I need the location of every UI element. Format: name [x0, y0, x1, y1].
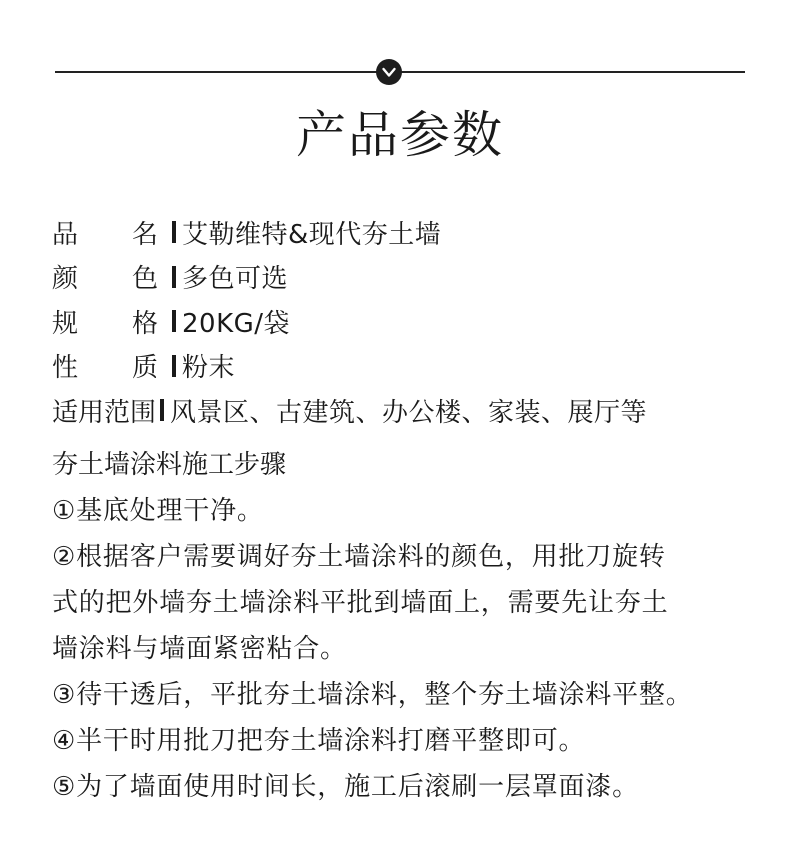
chevron-down-icon [376, 59, 402, 85]
spec-separator [172, 310, 176, 332]
spec-label: 规 格 [52, 308, 158, 339]
spec-value: 艾勒维特&现代夯土墙 [182, 219, 442, 250]
step-line: ②根据客户需要调好夯土墙涂料的颜色，用批刀旋转 [52, 542, 666, 572]
spec-label: 品 名 [52, 219, 158, 250]
step-line: ③待干透后，平批夯土墙涂料，整个夯土墙涂料平整。 [52, 680, 693, 710]
step-line: ④半干时用批刀把夯土墙涂料打磨平整即可。 [52, 726, 586, 756]
spec-label: 性 质 [52, 353, 158, 384]
step-line: 墙涂料与墙面紧密粘合。 [52, 634, 347, 664]
steps-heading: 夯土墙涂料施工步骤 [52, 450, 287, 480]
step-line: ⑤为了墙面使用时间长，施工后滚刷一层罩面漆。 [52, 772, 639, 802]
step-line: ①基底处理干净。 [52, 496, 264, 526]
page-title: 产品参数 [296, 106, 504, 164]
spec-label: 颜 色 [52, 264, 158, 295]
spec-row-color [52, 255, 647, 300]
divider-badge [376, 59, 402, 85]
spec-separator [172, 221, 176, 243]
spec-separator [160, 399, 164, 421]
step-line: 式的把外墙夯土墙涂料平批到墙面上，需要先让夯土 [52, 588, 669, 618]
construction-steps [52, 443, 742, 810]
spec-separator [172, 266, 176, 288]
spec-row-scope [52, 388, 647, 433]
spec-value: 粉末 [182, 353, 236, 384]
spec-separator [172, 355, 176, 377]
spec-row-property [52, 344, 647, 389]
spec-value: 风景区、古建筑、办公楼、家装、展厅等 [170, 397, 648, 428]
spec-row-name [52, 210, 647, 255]
spec-value: 20KG/袋 [182, 308, 291, 339]
spec-row-spec [52, 299, 647, 344]
spec-list [52, 210, 647, 433]
spec-value: 多色可选 [182, 264, 289, 295]
spec-label: 适用范围 [52, 397, 157, 428]
